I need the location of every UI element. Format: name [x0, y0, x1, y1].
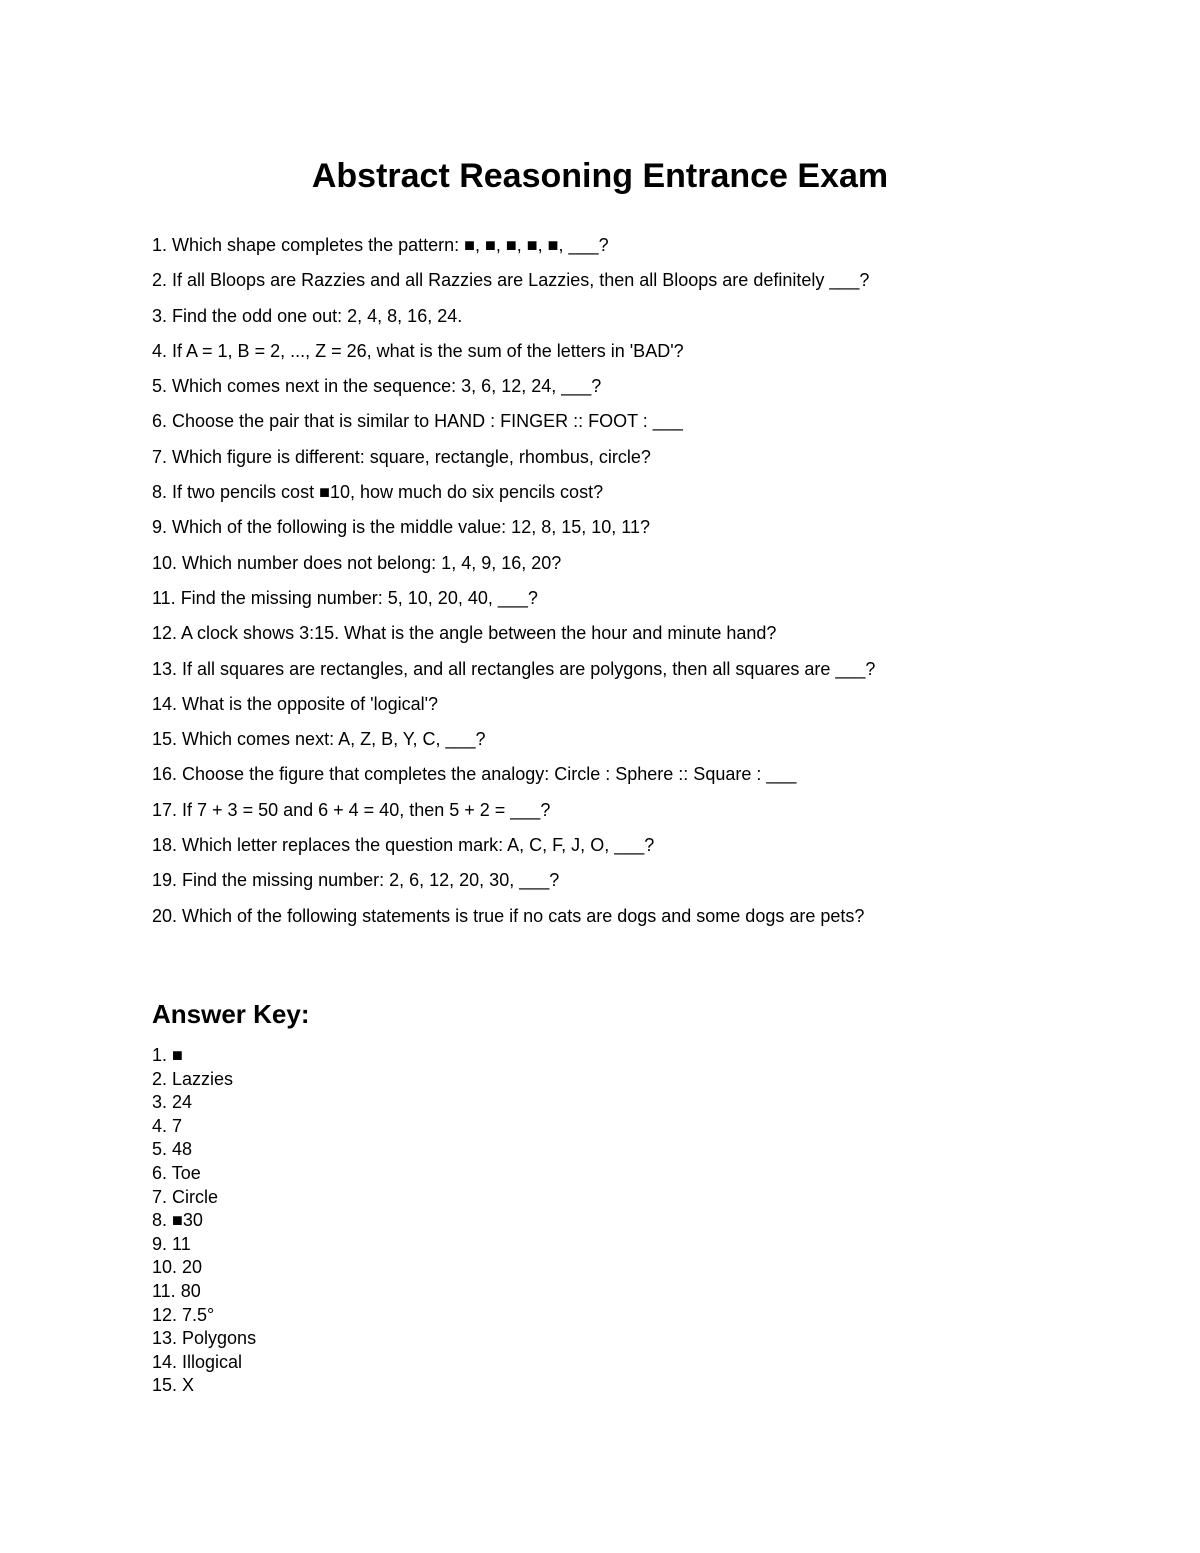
answer-item: 9. 11: [152, 1233, 191, 1254]
answer-item: 6. Toe: [152, 1162, 201, 1183]
question-item: 19. Find the missing number: 2, 6, 12, 20, 30, ___?: [152, 870, 560, 891]
question-item: 6. Choose the pair that is similar to HAND : FINGER :: FOOT : ___: [152, 411, 683, 432]
question-item: 11. Find the missing number: 5, 10, 20, 40, ___?: [152, 587, 538, 608]
question-item: 7. Which figure is different: square, rectangle, rhombus, circle?: [152, 446, 651, 467]
question-item: 3. Find the odd one out: 2, 4, 8, 16, 24.: [152, 305, 463, 326]
answer-item: 7. Circle: [152, 1186, 219, 1207]
question-item: 17. If 7 + 3 = 50 and 6 + 4 = 40, then 5 + 2 = ___?: [152, 799, 551, 820]
answer-item: 14. Illogical: [152, 1351, 243, 1372]
page-title: Abstract Reasoning Entrance Exam: [311, 157, 889, 195]
answer-item: 4. 7: [152, 1115, 183, 1136]
answer-item: 1. ■: [152, 1045, 183, 1065]
answer-item: 15. X: [152, 1375, 195, 1396]
answer-item: 5. 48: [152, 1139, 193, 1160]
answer-key-heading: Answer Key:: [152, 999, 310, 1029]
question-item: 4. If A = 1, B = 2, ..., Z = 26, what is the sum of the letters in 'BAD'?: [152, 340, 684, 361]
answer-item: 3. 24: [152, 1092, 193, 1113]
question-item: 1. Which shape completes the pattern: ■, ■, ■, ■, ■, ___?: [152, 235, 609, 255]
question-item: 9. Which of the following is the middle value: 12, 8, 15, 10, 11?: [152, 517, 650, 538]
question-item: 16. Choose the figure that completes the analogy: Circle : Sphere :: Square : ___: [152, 764, 797, 785]
question-item: 15. Which comes next: A, Z, B, Y, C, ___?: [152, 729, 486, 750]
question-item: 20. Which of the following statements is true if no cats are dogs and some dogs are pets?: [152, 905, 865, 926]
question-item: 5. Which comes next in the sequence: 3, 6, 12, 24, ___?: [152, 376, 602, 397]
question-item: 14. What is the opposite of 'logical'?: [152, 693, 439, 714]
question-item: 18. Which letter replaces the question mark: A, C, F, J, O, ___?: [152, 835, 655, 856]
question-list: [152, 230, 1052, 936]
question-item: 8. If two pencils cost ■10, how much do six pencils cost?: [152, 482, 604, 503]
answer-item: 13. Polygons: [152, 1328, 257, 1349]
question-item: 12. A clock shows 3:15. What is the angle between the hour and minute hand?: [152, 623, 777, 644]
answer-item: 11. 80: [152, 1280, 201, 1301]
question-item: 13. If all squares are rectangles, and all rectangles are polygons, then all squares are ___?: [152, 658, 876, 679]
question-item: 2. If all Bloops are Razzies and all Razzies are Lazzies, then all Bloops are definitely ___?: [152, 270, 870, 291]
answer-item: 2. Lazzies: [152, 1068, 234, 1089]
answer-item: 8. ■30: [152, 1210, 203, 1231]
question-item: 10. Which number does not belong: 1, 4, 9, 16, 20?: [152, 552, 562, 573]
answer-list: [152, 1044, 256, 1398]
answer-item: 10. 20: [152, 1257, 203, 1278]
answer-item: 12. 7.5°: [152, 1304, 215, 1325]
